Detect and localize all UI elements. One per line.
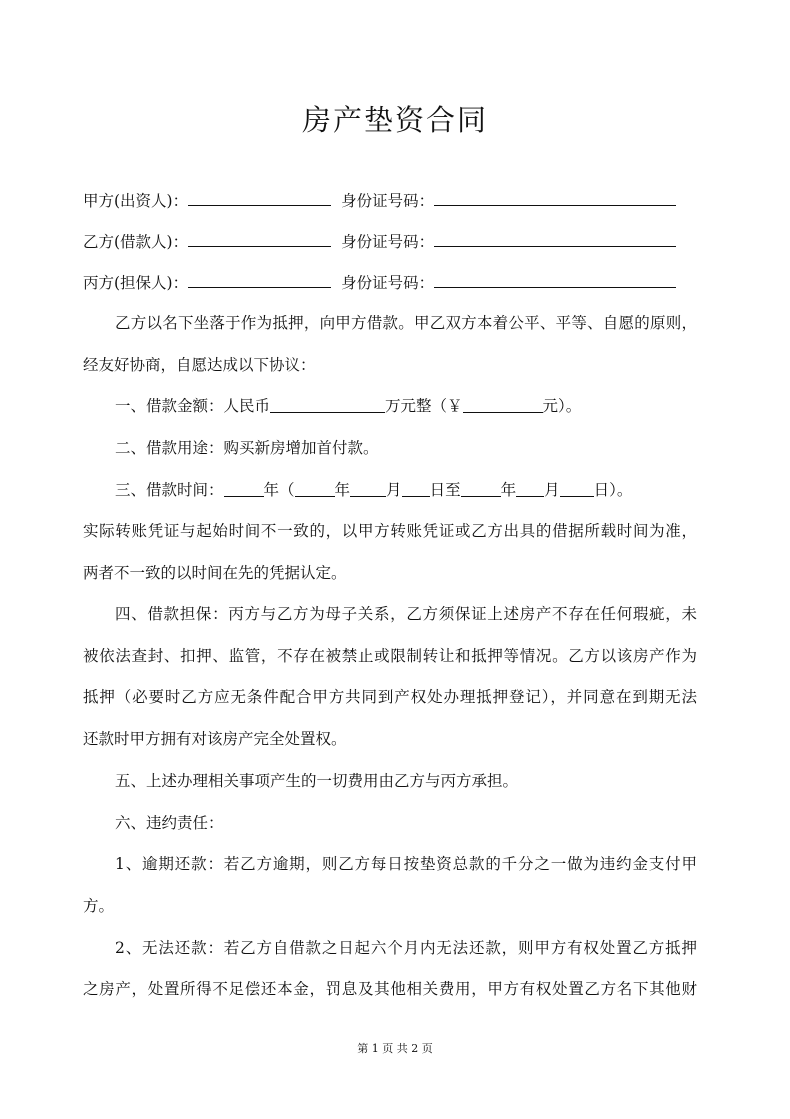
start-year-field[interactable]: [295, 479, 335, 497]
id-number-field[interactable]: [434, 188, 676, 206]
end-day-field[interactable]: [560, 479, 594, 497]
amount-prefix: 一、借款金额：人民币: [115, 397, 271, 415]
end-year-field[interactable]: [461, 479, 501, 497]
guarantee-line: 还款时甲方拥有对该房产完全处置权。: [83, 730, 347, 748]
overdue-line: 1、逾期还款：若乙方逾期，则乙方每日按垫资总款的千分之一做为违约金支付甲: [115, 855, 697, 873]
term-text: 月: [544, 481, 560, 499]
term-text: 日至: [429, 481, 461, 499]
term-note-line: 两者不一致的以时间在先的凭据认定。: [83, 564, 347, 582]
intro-line: 乙方以名下坐落于作为抵押，向甲方借款。甲乙双方本着公平、平等、自愿的原则，: [115, 314, 697, 332]
amount-suffix: 元）。: [542, 397, 582, 415]
id-number-field[interactable]: [434, 229, 676, 247]
end-month-field[interactable]: [516, 479, 544, 497]
party-name-field[interactable]: [188, 270, 331, 288]
party-row-c: [83, 270, 697, 294]
loan-amount-clause: [83, 394, 697, 418]
term-text: 日）。: [593, 481, 633, 499]
start-day-field[interactable]: [402, 479, 430, 497]
intro-line: 经友好协商，自愿达成以下协议：: [83, 356, 316, 374]
id-number-field[interactable]: [434, 270, 676, 288]
loan-term-clause: [83, 478, 697, 502]
id-label: 身份证号码：: [341, 233, 435, 251]
start-month-field[interactable]: [350, 479, 386, 497]
term-text: 年（: [263, 481, 295, 499]
party-label: 丙方(担保人)：: [83, 274, 189, 292]
term-text: 年: [500, 481, 517, 499]
party-label: 甲方(出资人)：: [83, 192, 189, 210]
overdue-line: 方。: [83, 897, 115, 915]
party-name-field[interactable]: [188, 188, 331, 206]
fees-clause: 五、上述办理相关事项产生的一切费用由乙方与丙方承担。: [115, 772, 519, 790]
guarantee-line: 被依法查封、扣押、监管，不存在被禁止或限制转让和抵押等情况。乙方以该房产作为: [83, 647, 697, 665]
term-note-line: 实际转账凭证与起始时间不一致的，以甲方转账凭证或乙方出具的借据所载时间为准，: [83, 522, 697, 540]
guarantee-line: 抵押（必要时乙方应无条件配合甲方共同到产权处办理抵押登记），并同意在到期无法: [83, 688, 697, 706]
term-prefix: 三、借款时间：: [115, 481, 224, 499]
default-line: 2、无法还款：若乙方自借款之日起六个月内无法还款，则甲方有权处置乙方抵押: [115, 939, 697, 957]
document-title: 房产垫资合同: [301, 103, 488, 137]
default-line: 之房产，处置所得不足偿还本金，罚息及其他相关费用，甲方有权处置乙方名下其他财: [83, 980, 697, 998]
party-label: 乙方(借款人)：: [83, 233, 189, 251]
term-text: 月: [386, 481, 402, 499]
amount-mid: 万元整（￥: [385, 397, 463, 415]
page-footer: 第 1 页 共 2 页: [357, 1042, 433, 1055]
loan-purpose-clause: 二、借款用途：购买新房增加首付款。: [115, 439, 379, 457]
id-label: 身份证号码：: [341, 274, 435, 292]
term-years-field[interactable]: [224, 479, 264, 497]
term-text: 年: [334, 481, 351, 499]
party-row-a: [83, 188, 697, 212]
guarantee-line: 四、借款担保：丙方与乙方为母子关系，乙方须保证上述房产不存在任何瑕疵，未: [115, 605, 697, 623]
party-row-b: [83, 229, 697, 253]
id-label: 身份证号码：: [341, 192, 435, 210]
amount-wan-field[interactable]: [270, 395, 385, 413]
party-name-field[interactable]: [188, 229, 331, 247]
amount-yuan-field[interactable]: [463, 395, 543, 413]
breach-heading: 六、违约责任：: [115, 814, 224, 832]
